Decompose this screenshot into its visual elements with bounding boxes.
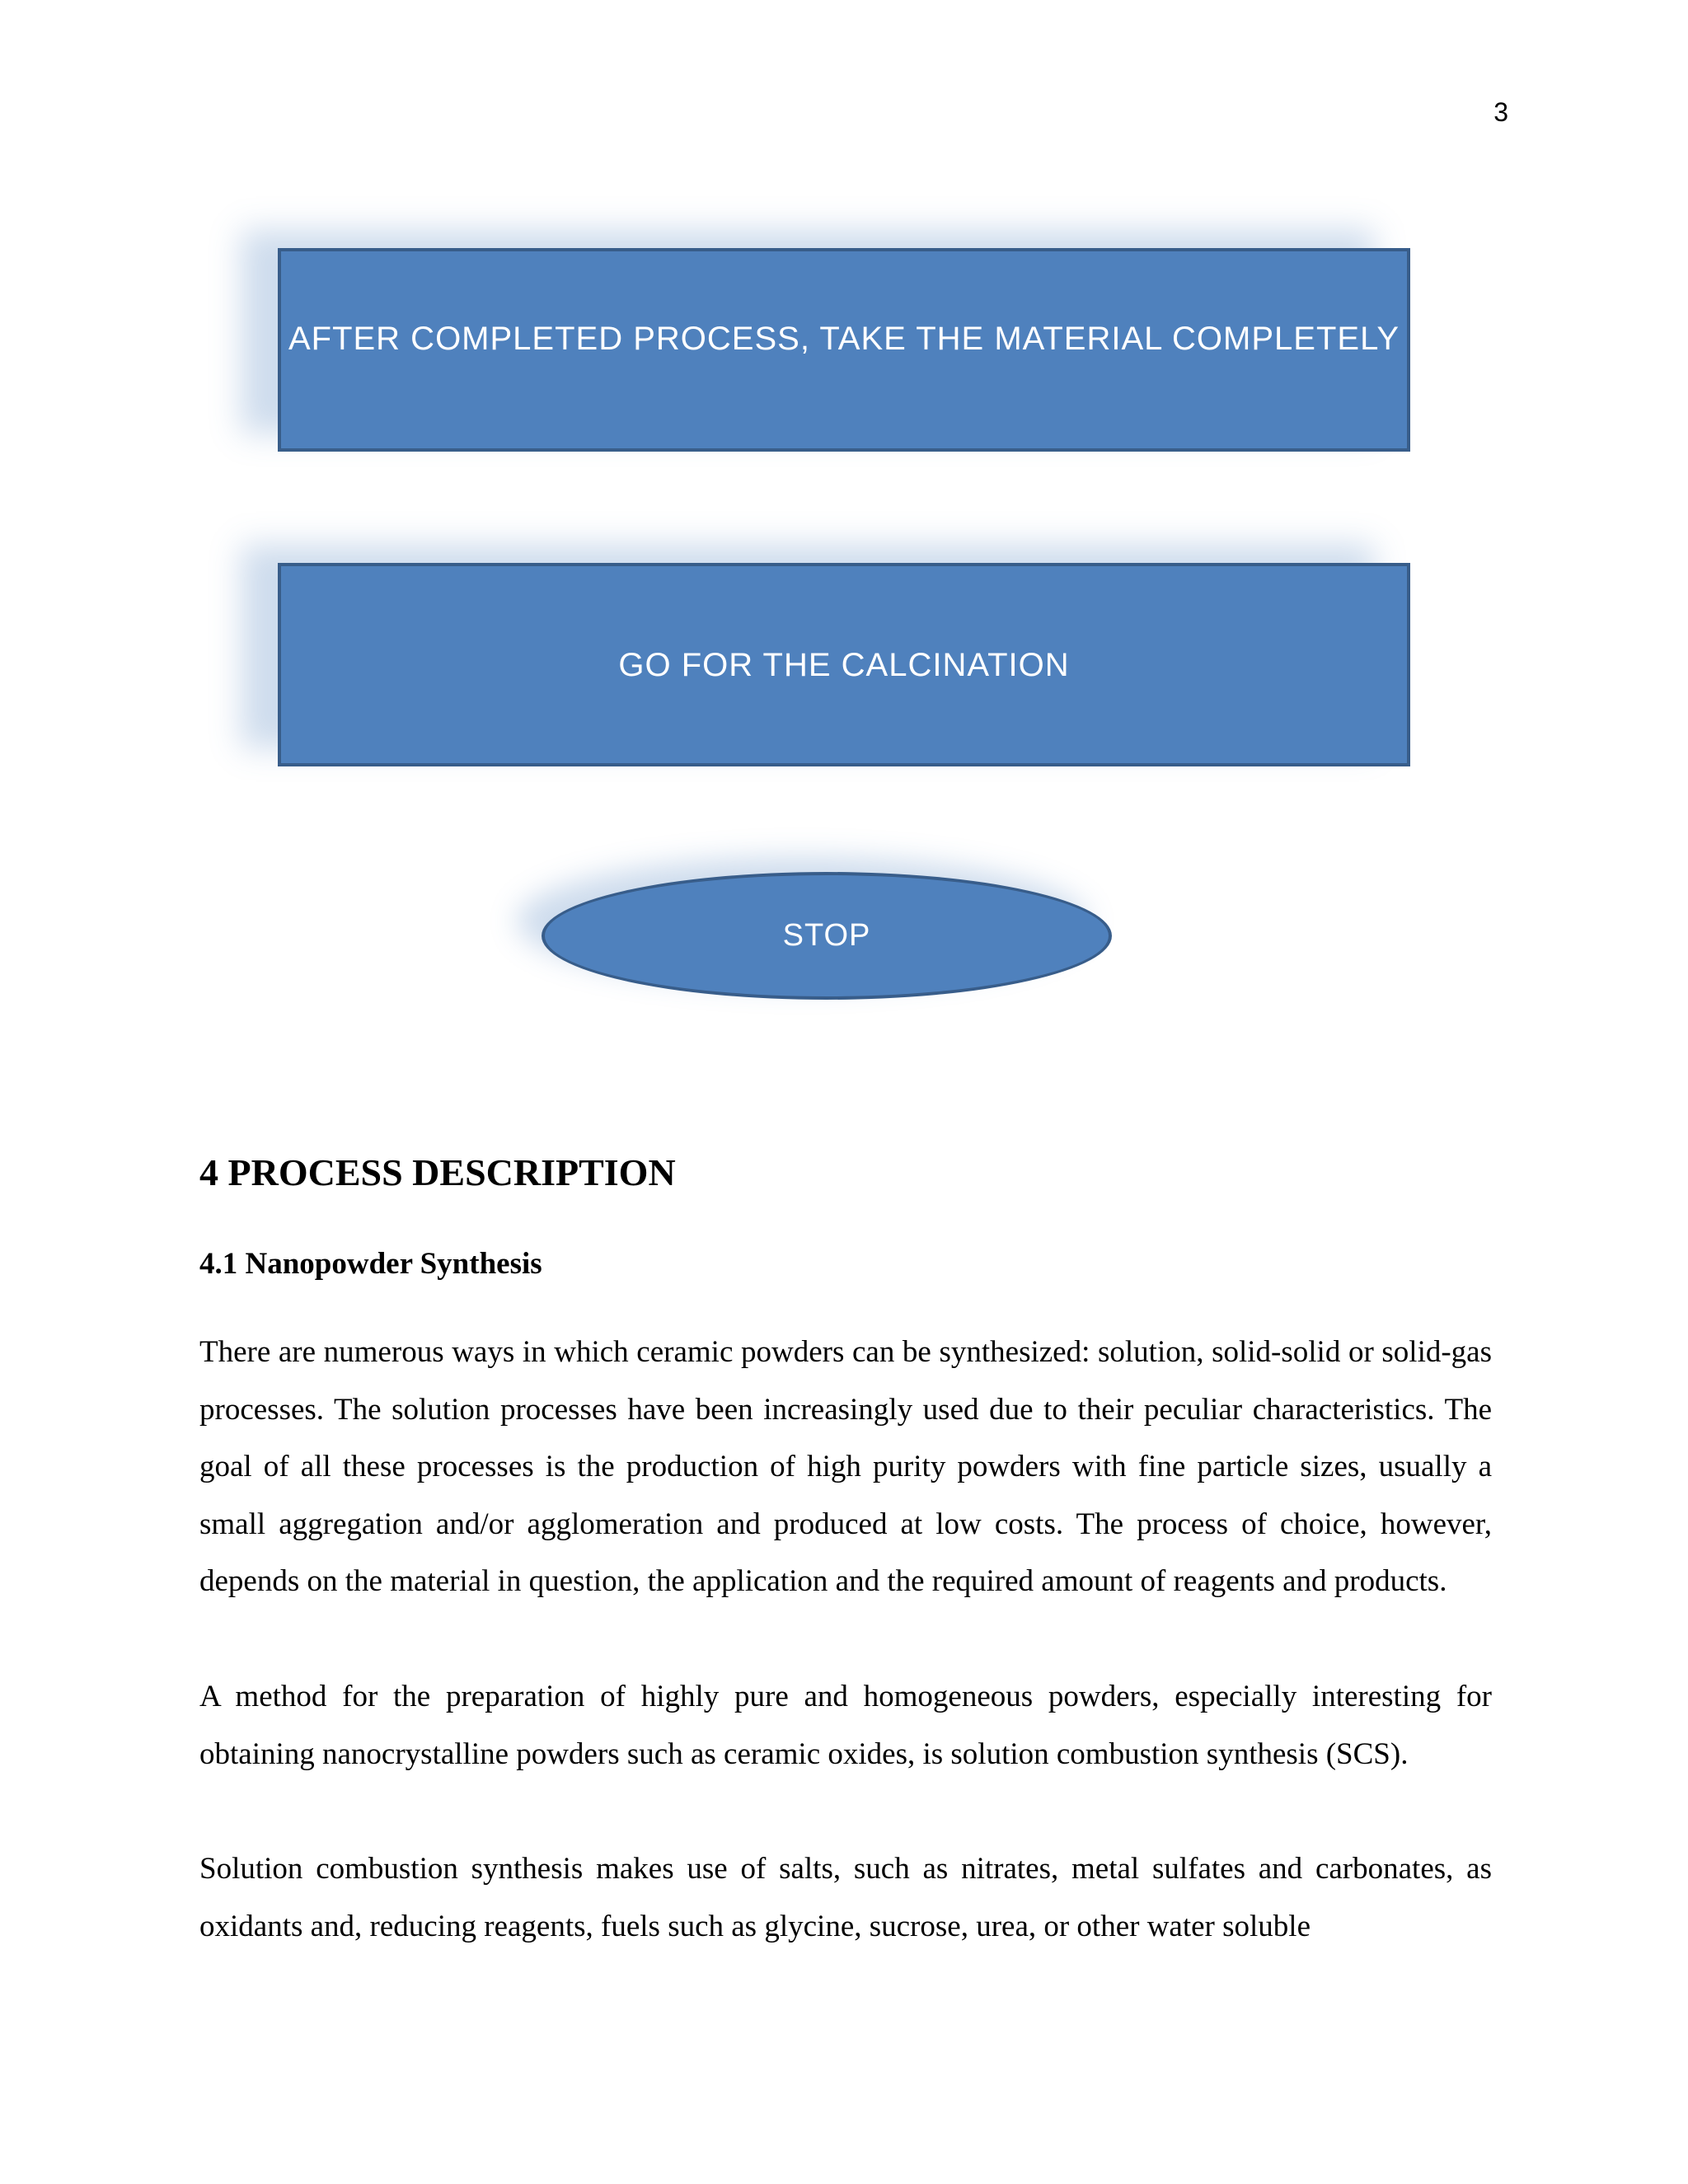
subsection-heading: 4.1 Nanopowder Synthesis	[199, 1247, 542, 1281]
flowchart-step-take-material-label: AFTER COMPLETED PROCESS, TAKE THE MATERIAL COMPLETELY	[288, 320, 1400, 357]
flowchart-stop-label: STOP	[782, 918, 871, 953]
flowchart-step-take-material	[278, 248, 1410, 452]
flowchart-step-calcination-label: GO FOR THE CALCINATION	[618, 646, 1070, 683]
body-paragraph: Solution combustion synthesis makes use of salts, such as nitrates, metal sulfates and carbonates, as oxidants and, reducing reagents, fuels such as glycine, sucrose, urea, or other water soluble	[199, 1852, 1492, 1943]
section-heading: 4 PROCESS DESCRIPTION	[199, 1151, 676, 1193]
flowchart-stop-terminal	[542, 872, 1112, 1000]
page-number: 3	[1493, 97, 1508, 127]
flowchart-step-calcination	[278, 563, 1410, 766]
body-paragraph: There are numerous ways in which ceramic powders can be synthesized: solution, solid-solid or solid-gas processes. The solution processes have been increasingly used due to their peculiar characteristics. The goal of all these processes is the production of high purity powders with fine particle sizes, usually a small aggregation and/or agglomeration and produced at low costs. The process of choice, however, depends on the material in question, the application and the required amount of reagents and products.	[199, 1335, 1492, 1598]
body-paragraph: A method for the preparation of highly pure and homogeneous powders, especially interesting for obtaining nanocrystalline powders such as ceramic oxides, is solution combustion synthesis (SCS).	[199, 1680, 1492, 1771]
